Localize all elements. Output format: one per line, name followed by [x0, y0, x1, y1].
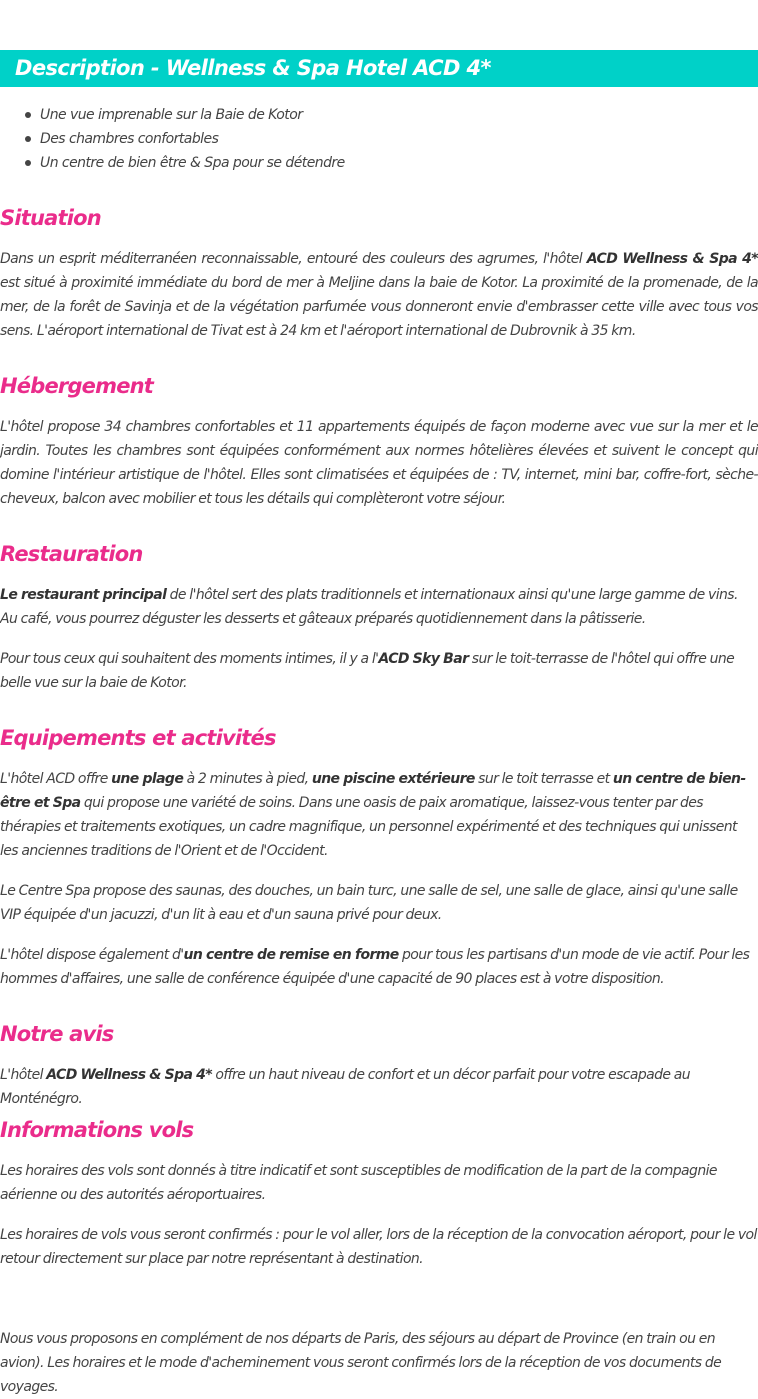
avis-paragraph: L'hôtel ACD Wellness & Spa 4* offre un haut niveau de confort et un décor parfait pour votre escapade au Monténégro. — [0, 1067, 691, 1107]
vols-paragraph-3: Nous vous proposons en complément de nos départs de Paris, des séjours au départ de Province (en train ou en avion). Les horaires et le mode d'acheminement vous seront confirmés lors de la réception de vos documents de voyages. — [0, 1331, 722, 1395]
restauration-paragraph-1: Le restaurant principal de l'hôtel sert des plats traditionnels et internationaux ainsi qu'une large gamme de vins. Au café, vous pourrez déguster les desserts et gâteaux préparés quotidiennement dans la pâtisserie. — [0, 587, 738, 627]
vols-paragraph-1: Les horaires des vols sont donnés à titre indicatif et sont susceptibles de modification de la part de la compagnie aérienne ou des autorités aéroportuaires. — [0, 1163, 717, 1203]
page-title: Description - Wellness & Spa Hotel ACD 4* — [15, 56, 491, 80]
section-title-restauration: Restauration — [0, 542, 143, 566]
list-item: Des chambres confortables — [0, 127, 758, 151]
situation-paragraph: Dans un esprit méditerranéen reconnaissable, entouré des couleurs des agrumes, l'hôtel ACD Wellness & Spa 4* est situé à proximité immédiate du bord de mer à Meljine dans la baie de Kotor. La proximité de la promenade, de la mer, de la forêt de Savinja et de la végétation parfumée vous donneront envie d'embrasser cette ville avec tous vos sens. L'aéroport international de Tivat est à 24 km et l'aéroport international de Dubrovnik à 35 km. — [0, 251, 758, 339]
highlights-list — [0, 103, 758, 175]
restauration-paragraph-2: Pour tous ceux qui souhaitent des moments intimes, il y a l'ACD Sky Bar sur le toit-terrasse de l'hôtel qui offre une belle vue sur la baie de Kotor. — [0, 651, 735, 691]
list-item: Un centre de bien être & Spa pour se détendre — [0, 151, 758, 175]
equipements-paragraph-2: Le Centre Spa propose des saunas, des douches, un bain turc, une salle de sel, une salle de glace, ainsi qu'une salle VIP équipée d'un jacuzzi, d'un lit à eau et d'un sauna privé pour deux. — [0, 883, 738, 923]
list-item: Une vue imprenable sur la Baie de Kotor — [0, 103, 758, 127]
section-title-avis: Notre avis — [0, 1022, 114, 1046]
equipements-paragraph-1: L'hôtel ACD offre une plage à 2 minutes à pied, une piscine extérieure sur le toit terrasse et un centre de bien-être et Spa qui propose une variété de soins. Dans une oasis de paix aromatique, laissez-vous tenter par des thérapies et traitements exotiques, un cadre magnifique, un personnel expérimenté et des techniques qui unissent les anciennes traditions de l'Orient et de l'Occident. — [0, 771, 746, 859]
section-title-equipements: Equipements et activités — [0, 726, 276, 750]
hebergement-paragraph: L'hôtel propose 34 chambres confortables et 11 appartements équipés de façon moderne avec vue sur la mer et le jardin. Toutes les chambres sont équipées conformément aux normes hôtelières élevées et suivent le concept qui domine l'intérieur artistique de l'hôtel. Elles sont climatisées et équipées de : TV, internet, mini bar, coffre-fort, sèche-cheveux, balcon avec mobilier et tous les détails qui complèteront votre séjour. — [0, 419, 758, 507]
vols-paragraph-2: Les horaires de vols vous seront confirmés : pour le vol aller, lors de la réception de la convocation aéroport, pour le vol retour directement sur place par notre représentant à destination. — [0, 1227, 757, 1267]
equipements-paragraph-3: L'hôtel dispose également d'un centre de remise en forme pour tous les partisans d'un mode de vie actif. Pour les hommes d'affaires, une salle de conférence équipée d'une capacité de 90 places est à votre disposition. — [0, 947, 750, 987]
section-title-vols: Informations vols — [0, 1118, 194, 1142]
section-title-situation: Situation — [0, 206, 101, 230]
title-banner — [0, 50, 758, 87]
section-title-hebergement: Hébergement — [0, 374, 154, 398]
